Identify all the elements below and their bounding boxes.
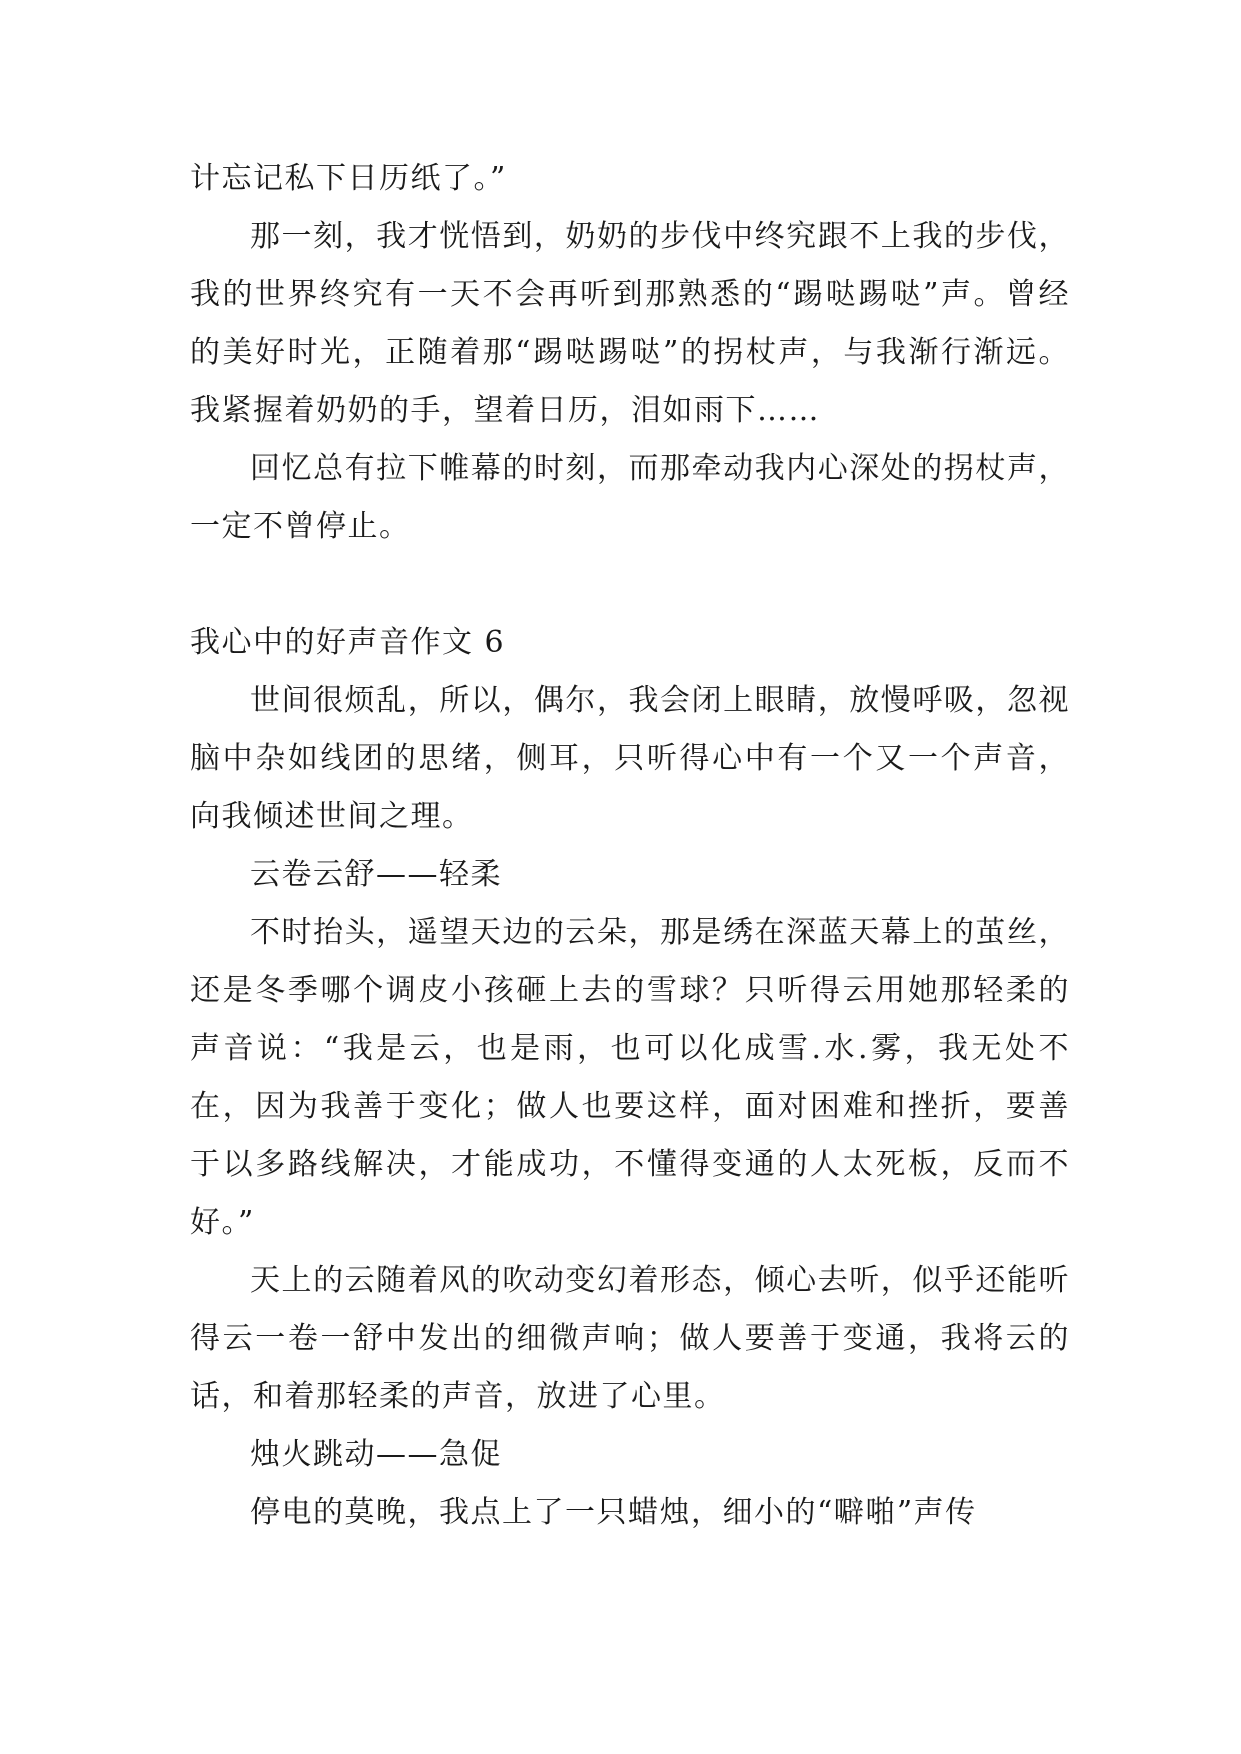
paragraph: 世间很烦乱，所以，偶尔，我会闭上眼睛，放慢呼吸，忽视脑中杂如线团的思绪，侧耳，只听得心中有一个又一个声音，向我倾述世间之理。 (190, 683, 1070, 834)
paragraph: 停电的莫晚，我点上了一只蜡烛，细小的“噼啪”声传 (250, 1495, 977, 1530)
section-title: 烛火跳动——急促 (250, 1437, 502, 1472)
paragraph: 那一刻，我才恍悟到，奶奶的步伐中终究跟不上我的步伐，我的世界终究有一天不会再听到那熟悉的“踢哒踢哒”声。曾经的美好时光，正随着那“踢哒踢哒”的拐杖声，与我渐行渐远。我紧握着奶奶的手，望着日历，泪如雨下…… (190, 219, 1070, 428)
paragraph: 不时抬头，遥望天边的云朵，那是绣在深蓝天幕上的茧丝，还是冬季哪个调皮小孩砸上去的雪球？只听得云用她那轻柔的声音说：“我是云，也是雨，也可以化成雪.水.雾，我无处不在，因为我善于变化；做人也要这样，面对困难和挫折，要善于以多路线解决，才能成功，不懂得变通的人太死板，反而不好。” (190, 915, 1070, 1240)
paragraph: 回忆总有拉下帷幕的时刻，而那牵动我内心深处的拐杖声，一定不曾停止。 (190, 451, 1070, 544)
paragraph: 天上的云随着风的吹动变幻着形态，倾心去听，似乎还能听得云一卷一舒中发出的细微声响；做人要善于变通，我将云的话，和着那轻柔的声音，放进了心里。 (190, 1263, 1070, 1414)
document-body (190, 150, 1070, 1542)
essay-title: 我心中的好声音作文 6 (190, 625, 506, 660)
section-title: 云卷云舒——轻柔 (250, 857, 502, 892)
continuation-text: 计忘记私下日历纸了。” (190, 161, 507, 196)
